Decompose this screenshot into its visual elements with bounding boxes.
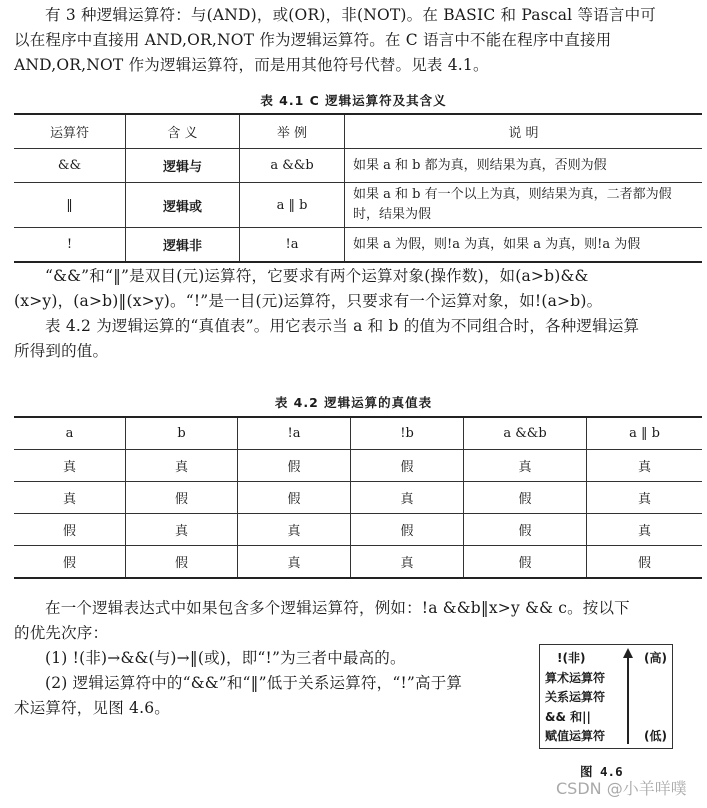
- table-header-row: [14, 417, 702, 450]
- cell: 真: [238, 546, 351, 579]
- table-row: [14, 482, 702, 514]
- middle-paragraph: [14, 264, 704, 364]
- table-row: [14, 183, 702, 228]
- cell: 假: [126, 546, 238, 579]
- cell: 真: [351, 482, 464, 514]
- header-a: a: [14, 417, 126, 450]
- header-b: b: [126, 417, 238, 450]
- cell: 真: [351, 546, 464, 579]
- precedence-item: !(非): [557, 651, 586, 665]
- cell: 真: [126, 450, 238, 482]
- cell: 假: [14, 546, 126, 579]
- bottom-line: (1) !(非)→&&(与)→‖(或)，即“!”为三者中最高的。: [45, 649, 406, 667]
- truth-table: [14, 416, 702, 579]
- table-row: [14, 450, 702, 482]
- table-row: [14, 546, 702, 579]
- low-label: (低): [644, 729, 667, 743]
- example-cell: !a: [240, 228, 345, 263]
- cell: 假: [464, 514, 587, 546]
- middle-line: (x>y)，(a>b)‖(x>y)。“!”是一目(元)运算符，只要求有一个运算对象，如!(a>b)。: [14, 292, 603, 310]
- cell: 假: [351, 514, 464, 546]
- cell: 真: [14, 482, 126, 514]
- header-description: 说 明: [345, 114, 703, 149]
- bottom-line: 术运算符，见图 4.6。: [14, 699, 170, 717]
- header-example: 举 例: [240, 114, 345, 149]
- cell: 真: [126, 514, 238, 546]
- intro-line: 以在程序中直接用 AND,OR,NOT 作为逻辑运算符。在 C 语言中不能在程序中直接用: [14, 31, 612, 49]
- header-not-b: !b: [351, 417, 464, 450]
- high-label: (高): [644, 651, 667, 665]
- watermark: CSDN @小羊咩噗: [556, 779, 687, 798]
- cell: 假: [14, 514, 126, 546]
- description-cell: 如果 a 和 b 有一个以上为真，则结果为真，二者都为假时，结果为假: [345, 183, 703, 228]
- precedence-figure: [539, 644, 673, 749]
- figure-caption: 图 4.6: [580, 764, 623, 779]
- table-row: [14, 228, 702, 263]
- arrow-shaft: [627, 651, 629, 744]
- description-cell: 如果 a 为假，则!a 为真，如果 a 为真，则!a 为假: [345, 228, 703, 263]
- cell: 真: [587, 514, 703, 546]
- table1-caption: 表 4.1 C 逻辑运算符及其含义: [260, 93, 447, 108]
- middle-line: “&&”和“‖”是双目(元)运算符，它要求有两个运算对象(操作数)，如(a>b)&&: [45, 267, 589, 285]
- operator-cell: &&: [14, 149, 126, 183]
- table2-caption: 表 4.2 逻辑运算的真值表: [274, 395, 433, 410]
- example-cell: a ‖ b: [240, 183, 345, 228]
- header-operator: 运算符: [14, 114, 126, 149]
- cell: 真: [587, 450, 703, 482]
- header-a-or-b: a ‖ b: [587, 417, 703, 450]
- precedence-item: 关系运算符: [545, 690, 606, 704]
- bottom-line: 在一个逻辑表达式中如果包含多个逻辑运算符，例如：!a &&b‖x>y && c。按以下: [45, 599, 630, 617]
- meaning-cell: 逻辑或: [126, 183, 240, 228]
- cell: 假: [238, 482, 351, 514]
- table-row: [14, 149, 702, 183]
- cell: 真: [14, 450, 126, 482]
- intro-line: AND,OR,NOT 作为逻辑运算符，而是用其他符号代替。见表 4.1。: [14, 56, 489, 74]
- bottom-line: (2) 逻辑运算符中的“&&”和“‖”低于关系运算符，“!”高于算: [45, 674, 463, 692]
- cell: 假: [464, 482, 587, 514]
- middle-line: 表 4.2 为逻辑运算的“真值表”。用它表示当 a 和 b 的值为不同组合时，各种逻辑运算: [45, 317, 640, 335]
- operator-cell: !: [14, 228, 126, 263]
- intro-line: 有 3 种逻辑运算符：与(AND)，或(OR)，非(NOT)。在 BASIC 和 Pascal 等语言中可: [45, 6, 656, 24]
- header-a-and-b: a &&b: [464, 417, 587, 450]
- cell: 真: [238, 514, 351, 546]
- cell: 假: [238, 450, 351, 482]
- meaning-cell: 逻辑非: [126, 228, 240, 263]
- example-cell: a &&b: [240, 149, 345, 183]
- precedence-list: [545, 649, 605, 747]
- table-header-row: [14, 114, 702, 149]
- description-cell: 如果 a 和 b 都为真，则结果为真，否则为假: [345, 149, 703, 183]
- cell: 真: [464, 450, 587, 482]
- cell: 真: [587, 482, 703, 514]
- precedence-item: 算术运算符: [545, 670, 606, 685]
- middle-line: 所得到的值。: [14, 342, 109, 360]
- cell: 假: [126, 482, 238, 514]
- cell: 假: [351, 450, 464, 482]
- operators-table: [14, 113, 702, 263]
- meaning-cell: 逻辑与: [126, 149, 240, 183]
- cell: 假: [464, 546, 587, 579]
- intro-paragraph: [14, 3, 704, 78]
- bottom-line: 的优先次序：: [14, 624, 109, 642]
- header-not-a: !a: [238, 417, 351, 450]
- precedence-item: && 和||: [545, 709, 591, 724]
- precedence-item: 赋值运算符: [545, 729, 606, 743]
- table-row: [14, 514, 702, 546]
- operator-cell: ‖: [14, 183, 126, 228]
- cell: 假: [587, 546, 703, 579]
- header-meaning: 含 义: [126, 114, 240, 149]
